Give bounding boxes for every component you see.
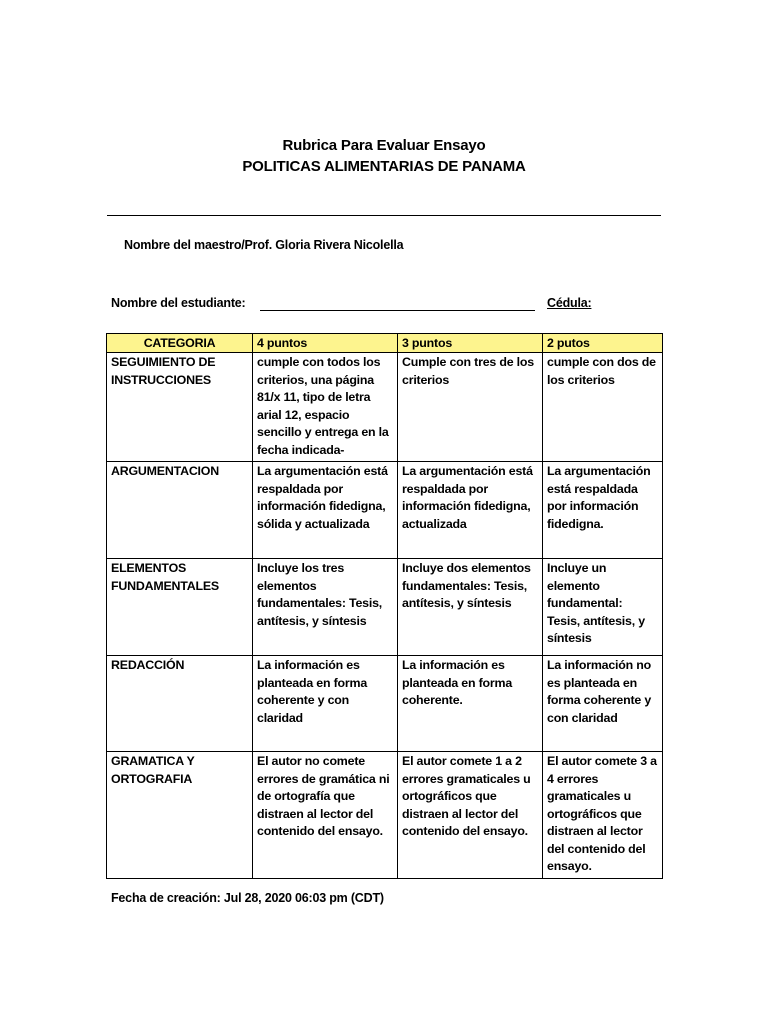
category-cell: SEGUIMIENTO DE INSTRUCCIONES xyxy=(107,353,253,462)
table-row xyxy=(107,752,663,879)
score-3-cell: El autor comete 1 a 2 errores gramaticales u ortográficos que distraen al lector del contenido del ensayo. xyxy=(398,752,543,879)
score-4-cell: La argumentación está respaldada por información fidedigna, sólida y actualizada xyxy=(253,462,398,559)
student-name-label: Nombre del estudiante: xyxy=(111,296,246,310)
header-3-puntos: 3 puntos xyxy=(398,334,543,353)
score-4-cell: El autor no comete errores de gramática ni de ortografía que distraen al lector del contenido del ensayo. xyxy=(253,752,398,879)
rubric-table xyxy=(106,333,663,879)
score-3-cell: Incluye dos elementos fundamentales: Tesis, antítesis, y síntesis xyxy=(398,559,543,656)
score-2-cell: El autor comete 3 a 4 errores gramaticales u ortográficos que distraen al lector del contenido del ensayo. xyxy=(543,752,663,879)
score-2-cell: La argumentación está respaldada por información fidedigna. xyxy=(543,462,663,559)
category-cell: ARGUMENTACION xyxy=(107,462,253,559)
table-row xyxy=(107,559,663,656)
table-row xyxy=(107,353,663,462)
score-2-cell: cumple con dos de los criterios xyxy=(543,353,663,462)
table-row xyxy=(107,656,663,752)
score-2-cell: Incluye un elemento fundamental: Tesis, antítesis, y síntesis xyxy=(543,559,663,656)
header-categoria: CATEGORIA xyxy=(107,334,253,353)
score-3-cell: Cumple con tres de los criterios xyxy=(398,353,543,462)
divider-line xyxy=(107,215,661,216)
document-subtitle: POLITICAS ALIMENTARIAS DE PANAMA xyxy=(242,158,526,175)
cedula-label: Cédula: xyxy=(547,296,592,310)
document-title: Rubrica Para Evaluar Ensayo xyxy=(282,137,486,154)
category-cell: ELEMENTOS FUNDAMENTALES xyxy=(107,559,253,656)
creation-date: Fecha de creación: Jul 28, 2020 06:03 pm (CDT) xyxy=(111,891,384,905)
score-3-cell: La información es planteada en forma coherente. xyxy=(398,656,543,752)
rubric-header-row xyxy=(107,334,663,353)
category-cell: REDACCIÓN xyxy=(107,656,253,752)
score-4-cell: Incluye los tres elementos fundamentales: Tesis, antítesis, y síntesis xyxy=(253,559,398,656)
header-2-puntos: 2 putos xyxy=(543,334,663,353)
category-cell: GRAMATICA Y ORTOGRAFIA xyxy=(107,752,253,879)
teacher-name: Nombre del maestro/Prof. Gloria Rivera Nicolella xyxy=(124,238,404,252)
student-name-blank-line xyxy=(260,310,535,311)
score-2-cell: La información no es planteada en forma coherente y con claridad xyxy=(543,656,663,752)
score-4-cell: La información es planteada en forma coherente y con claridad xyxy=(253,656,398,752)
score-4-cell: cumple con todos los criterios, una página 81/x 11, tipo de letra arial 12, espacio sencillo y entrega en la fecha indicada- xyxy=(253,353,398,462)
score-3-cell: La argumentación está respaldada por información fidedigna, actualizada xyxy=(398,462,543,559)
table-row xyxy=(107,462,663,559)
header-4-puntos: 4 puntos xyxy=(253,334,398,353)
